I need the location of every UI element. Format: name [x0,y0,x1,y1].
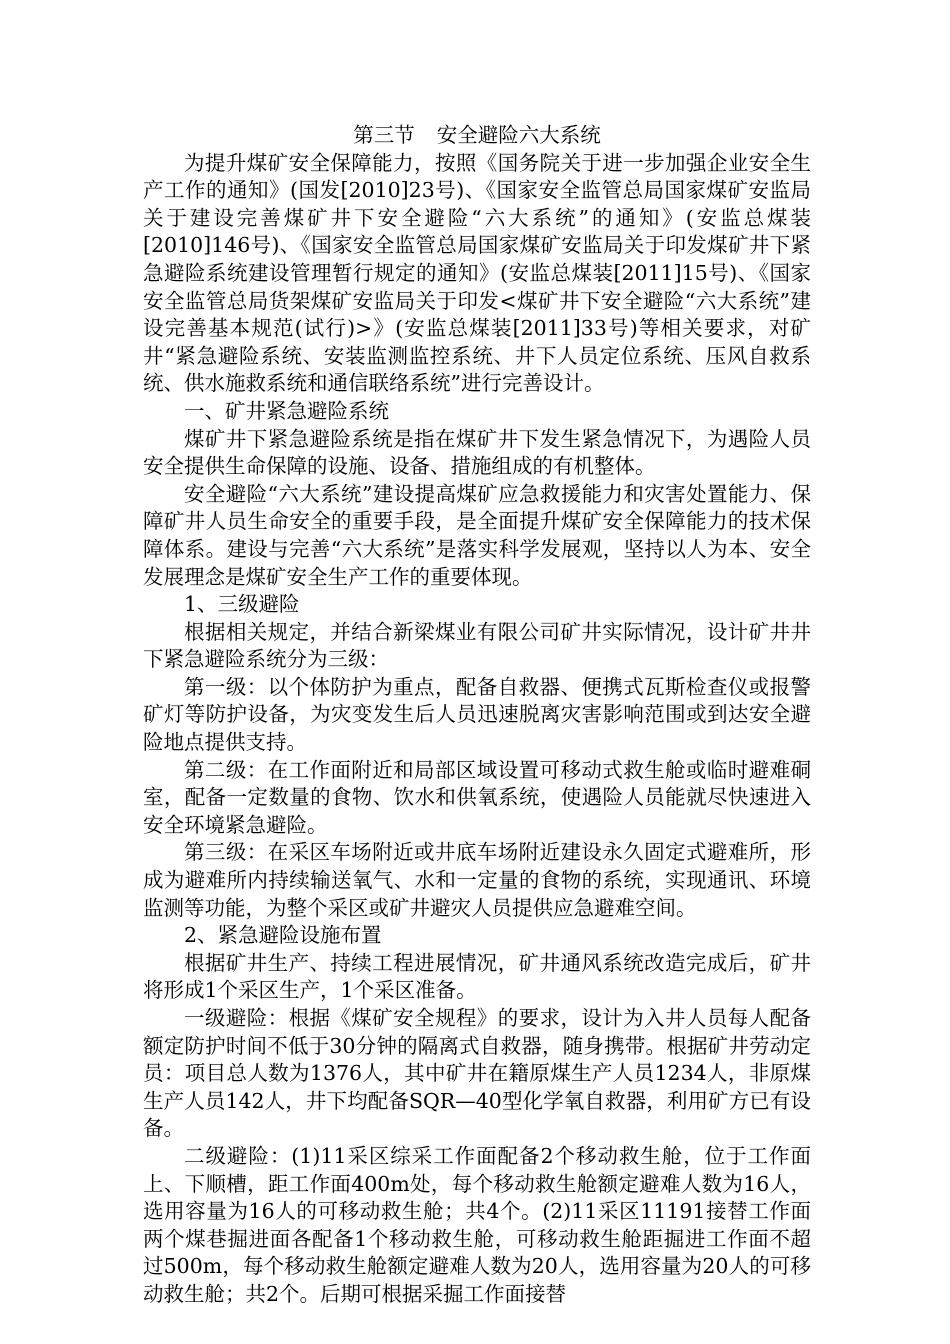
paragraph-second-level-escape: 二级避险：(1)11采区综采工作面配备2个移动救生舱，位于工作面上、下顺槽，距工作面400m处，每个移动救生舱额定避难人数为16人，选用容量为16人的可移动救生舱；共4个。(2)11采区11191接替工作面两个煤巷掘进面各配备1个移动救生舱，可移动救生舱距掘进工作面不超过500m，每个移动救生舱额定避难人数为20人，选用容量为20人的可移动救生舱；共2个。后期可根据采掘工作面接替 [143,1143,811,1306]
paragraph-level-one: 第一级：以个体防护为重点，配备自救器、便携式瓦斯检查仪或报警矿灯等防护设备，为灾变发生后人员迅速脱离灾害影响范围或到达安全避险地点提供支持。 [143,674,811,755]
paragraph-level-three: 第三级：在采区车场附近或井底车场附近建设永久固定式避难所，形成为避难所内持续输送氧气、水和一定量的食物的系统，实现通讯、环境监测等功能，为整个采区或矿井避灾人员提供应急避难空间。 [143,840,811,920]
section-heading: 安全避险六大系统 [436,123,601,147]
paragraph-first-level-escape: 一级避险：根据《煤矿安全规程》的要求，设计为入井人员每人配备额定防护时间不低于30分钟的隔离式自救器，随身携带。根据矿井劳动定员：项目总人数为1376人，其中矿井在籍原煤生产人员1234人，非原煤生产人员142人，井下均配备SQR—40型化学氧自救器，利用矿方已有设备。 [143,1006,811,1141]
heading-three-levels: 1、三级避险 [184,592,300,617]
paragraph-levels-intro: 根据相关规定，并结合新梁煤业有限公司矿井实际情况，设计矿井井下紧急避险系统分为三级： [143,619,811,672]
paragraph-importance: 安全避险“六大系统”建设提高煤矿应急救援能力和灾害处置能力、保障矿井人员生命安全的重要手段，是全面提升煤矿安全保障能力的技术保障体系。建设与完善“六大系统”是落实科学发展观，坚持以人为本、安全发展理念是煤矿安全生产工作的重要体现。 [143,481,811,589]
section-title [143,122,811,150]
paragraph-level-two: 第二级：在工作面附近和局部区域设置可移动式救生舱或临时避难硐室，配备一定数量的食物、饮水和供氧系统，使遇险人员能就尽快速进入安全环境紧急避险。 [143,757,811,837]
heading-facility-layout: 2、紧急避险设施布置 [184,923,382,948]
section-number: 第三节 [353,123,415,147]
heading-emergency-system: 一、矿井紧急避险系统 [184,398,389,423]
paragraph-definition: 煤矿井下紧急避险系统是指在煤矿井下发生紧急情况下，为遇险人员安全提供生命保障的设施、设备、措施组成的有机整体。 [143,426,811,479]
paragraph-intro: 为提升煤矿安全保障能力，按照《国务院关于进一步加强企业安全生产工作的通知》(国发[2010]23号)、《国家安全监管总局国家煤矿安监局关于建设完善煤矿井下安全避险“六大系统”的通知》(安监总煤装[2010]146号)、《国家安全监管总局国家煤矿安监局关于印发煤矿井下紧急避险系统建设管理暂行规定的通知》(安监总煤装[2011]15号)、《国家安全监管总局货架煤矿安监局关于印发<煤矿井下安全避险“六大系统”建设完善基本规范(试行)>》(安监总煤装[2011]33号)等相关要求，对矿井“紧急避险系统、安装监测监控系统、井下人员定位系统、压风自救系统、供水施救系统和通信联络系统”进行完善设计。 [143,150,811,396]
paragraph-layout-intro: 根据矿井生产、持续工程进展情况，矿井通风系统改造完成后，矿井将形成1个采区生产，1个采区准备。 [143,950,811,1003]
document-body [143,122,811,1309]
